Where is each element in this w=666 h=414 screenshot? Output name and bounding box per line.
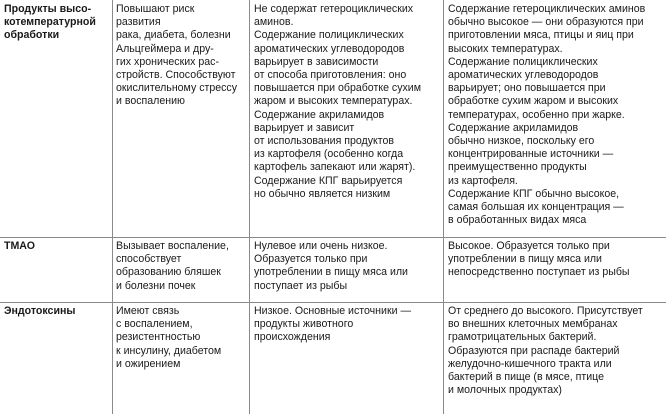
table-row bbox=[0, 237, 666, 302]
omnivore-cell: Содержание гетероциклических аминов обычно высокое — они образуются при приготовлении мяса, птицы и яиц при высоких температурах. Содержание полициклических ароматических углеводородов варьирует; оно повышается при обработке сухим жаром и высоких температурах, особенно при жарке. Содержание акриламидов обычно низкое, поскольку его концентрированные источники — преимущественно продукты из картофеля. Содержание КПГ обычно высокое, самая большая их концентрация — в обработанных видах мяса bbox=[448, 3, 646, 227]
vegetarian-cell: Не содержат гетероциклических аминов. Содержание полициклических ароматических углеводородов варьирует в зависимости от способа приготовления: оно повышается при обработке сухим жаром и высоких температурах. Содержание акриламидов варьирует и зависит от использования продуктов из картофеля (особенно когда картофель запекают или жарят). Содержание КПГ варьируется но обычно является низким bbox=[254, 3, 422, 200]
table-row bbox=[0, 302, 666, 414]
vegetarian-cell: Нулевое или очень низкое. Образуется только при употреблении в пищу мяса или поступает из рыбы bbox=[254, 240, 408, 292]
omnivore-cell: От среднего до высокого. Присутствует во внешних клеточных мембранах грамотрицательных бактерий. Образуются при распаде бактерий желудочно-кишечного тракта или бактерий в пище (в мясе, птице и молочных продуктах) bbox=[448, 305, 643, 397]
omnivore-cell: Высокое. Образуется только при употреблении в пищу мяса или непосредственно поступает из рыбы bbox=[448, 240, 630, 279]
factor-cell: Эндотоксины bbox=[4, 305, 76, 317]
factor-cell: ТМАО bbox=[4, 240, 36, 252]
effects-cell: Повышают риск развития рака, диабета, болезни Альцгеймера и дру- гих хронических рас- стройств. Способствуют окислительному стрессу и воспалению bbox=[116, 3, 238, 108]
effects-cell: Имеют связь с воспалением, резистентностью к инсулину, диабетом и ожирением bbox=[116, 305, 222, 370]
factor-cell: Продукты высо- котемпературной обработки bbox=[4, 3, 96, 42]
vegetarian-cell: Низкое. Основные источники — продукты животного происхождения bbox=[254, 305, 412, 344]
effects-cell: Вызывает воспаление, способствует образованию бляшек и болезни почек bbox=[116, 240, 229, 292]
